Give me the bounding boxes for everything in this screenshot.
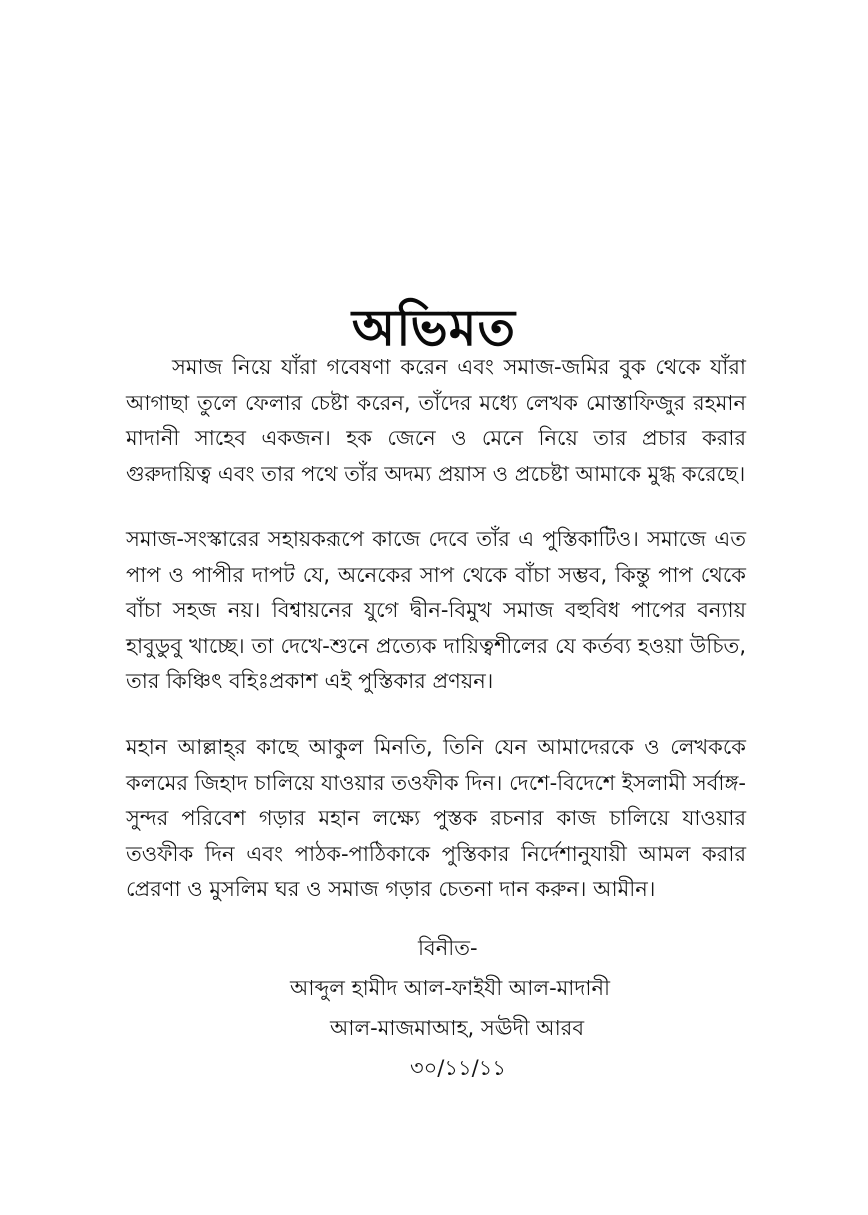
paragraph-1: সমাজ নিয়ে যাঁরা গবেষণা করেন এবং সমাজ-জমির বুক থেকে যাঁরা আগাছা তুলে ফেলার চেষ্টা করেন, তাঁদের মধ্যে লেখক মোস্তাফিজুর রহমান মাদানী সাহেব একজন। হক জেনে ও মেনে নিয়ে তার প্রচার করার গুরুদায়িত্ব এবং তার পথে তাঁর অদম্য প্রয়াস ও প্রচেষ্টা আমাকে মুগ্ধ করেছে।: [126, 355, 746, 486]
signature-place: আল-মাজমাআহ, সঊদী আরব: [330, 1016, 585, 1040]
page-title: অভিমত: [351, 297, 517, 357]
signature-name: আব্দুল হামীদ আল-ফাইযী আল-মাদানী: [290, 976, 611, 1000]
signature-date: ৩০/১১/১১: [410, 1056, 506, 1080]
paragraph-3: মহান আল্লাহ্‌র কাছে আকুল মিনতি, তিনি যেন আমাদেরকে ও লেখককে কলমের জিহাদ চালিয়ে যাওয়ার তওফীক দিন। দেশে-বিদেশে ইসলামী সর্বাঙ্গ-সুন্দর পরিবেশ গড়ার মহান লক্ষ্যে পুস্তক রচনার কাজ চালিয়ে যাওয়ার তওফীক দিন এবং পাঠক-পাঠিকাকে পুস্তিকার নির্দেশানুযায়ী আমল করার প্রেরণা ও মুসলিম ঘর ও সমাজ গড়ার চেতনা দান করুন। আমীন।: [126, 735, 746, 902]
paragraph-2: সমাজ-সংস্কারের সহায়করূপে কাজে দেবে তাঁর এ পুস্তিকাটিও। সমাজে এত পাপ ও পাপীর দাপট যে, অনেকের সাপ থেকে বাঁচা সম্ভব, কিন্তু পাপ থেকে বাঁচা সহজ নয়। বিশ্বায়নের যুগে দ্বীন-বিমুখ সমাজ বহুবিধ পাপের বন্যায় হাবুডুবু খাচ্ছে। তা দেখে-শুনে প্রত্যেক দায়িত্বশীলের যে কর্তব্য হওয়া উচিত, তার কিঞ্চিৎ বহিঃপ্রকাশ এই পুস্তিকার প্রণয়ন।: [126, 527, 746, 694]
signature-greeting: বিনীত-: [418, 936, 478, 960]
signature-block: [290, 928, 630, 1088]
